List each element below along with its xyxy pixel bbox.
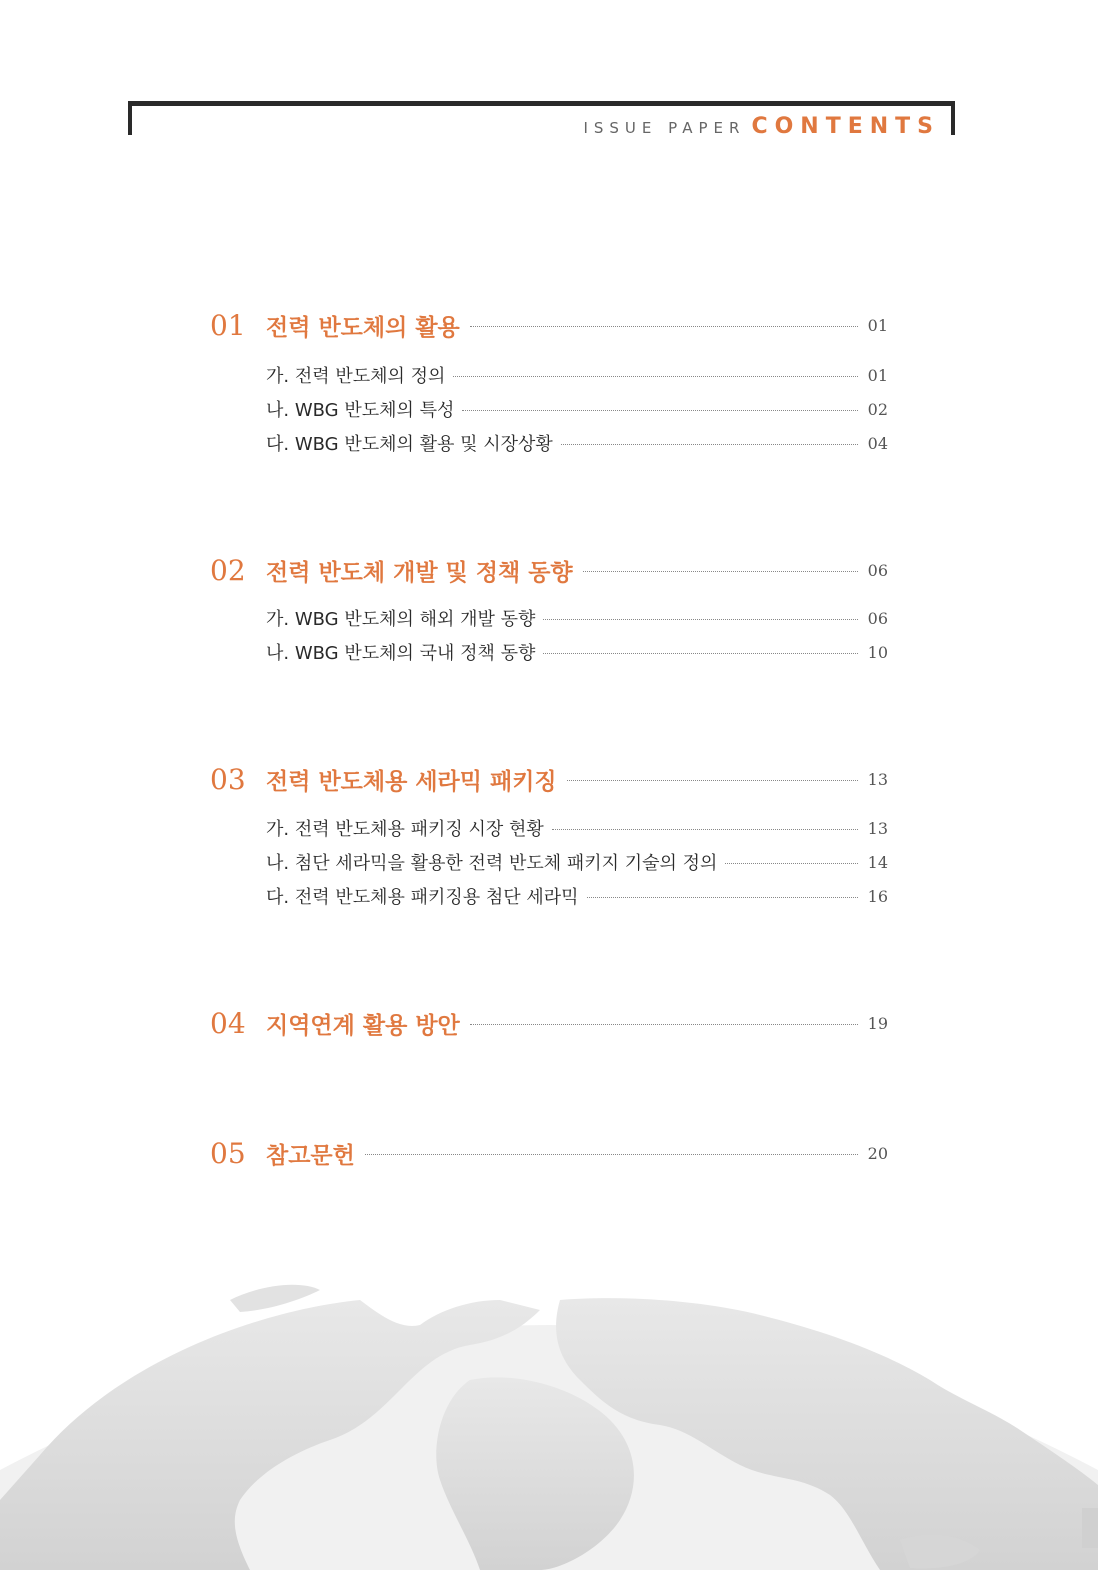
subsection-page-number: 10 (867, 642, 888, 662)
section-title: 전력 반도체의 활용 (266, 309, 468, 342)
section-number: 04 (210, 1006, 246, 1040)
dotted-leader (365, 1154, 858, 1155)
dotted-leader (725, 863, 858, 864)
toc-section-04[interactable] (0, 1006, 1098, 1040)
dotted-leader (567, 780, 858, 781)
section-number: 03 (210, 762, 246, 796)
toc-subsection[interactable] (0, 845, 1098, 879)
subsection-page-number: 01 (867, 365, 888, 385)
subsection-page-number: 14 (867, 852, 888, 872)
toc-section-01[interactable] (0, 308, 1098, 342)
subsection-title: 가. 전력 반도체의 정의 (266, 362, 451, 388)
subsection-page-number: 16 (867, 886, 888, 906)
section-title: 전력 반도체 개발 및 정책 동향 (266, 554, 581, 587)
section-page-number: 13 (867, 769, 888, 789)
section-page-number: 19 (867, 1013, 888, 1033)
section-title: 전력 반도체용 세라믹 패키징 (266, 763, 565, 796)
header-label: ISSUE PAPER (583, 119, 746, 137)
dotted-leader (470, 326, 858, 327)
section-title: 지역연계 활용 방안 (266, 1007, 468, 1040)
toc-subsection[interactable] (0, 392, 1098, 426)
subsection-page-number: 06 (867, 608, 888, 628)
subsection-page-number: 04 (867, 433, 888, 453)
section-number: 01 (210, 308, 246, 342)
section-number: 02 (210, 553, 246, 587)
dotted-leader (552, 829, 858, 830)
dotted-leader (543, 619, 858, 620)
dotted-leader (470, 1024, 858, 1025)
toc-section-03[interactable] (0, 762, 1098, 796)
subsection-title: 나. 첨단 세라믹을 활용한 전력 반도체 패키지 기술의 정의 (266, 849, 723, 875)
page-title: CONTENTS (751, 114, 940, 139)
subsection-title: 나. WBG 반도체의 국내 정책 동향 (266, 639, 541, 665)
dotted-leader (561, 444, 858, 445)
dotted-leader (587, 897, 858, 898)
section-title: 참고문헌 (266, 1137, 363, 1170)
section-number: 05 (210, 1136, 246, 1170)
subsection-page-number: 13 (867, 818, 888, 838)
globe-map-icon (0, 1240, 1098, 1570)
toc-subsection[interactable] (0, 426, 1098, 460)
dotted-leader (543, 653, 858, 654)
toc-section-02[interactable] (0, 553, 1098, 587)
subsection-title: 가. 전력 반도체용 패키징 시장 현황 (266, 815, 550, 841)
toc-subsection[interactable] (0, 635, 1098, 669)
subsection-title: 가. WBG 반도체의 해외 개발 동향 (266, 605, 541, 631)
dotted-leader (453, 376, 858, 377)
toc-section-05[interactable] (0, 1136, 1098, 1170)
subsection-title: 다. 전력 반도체용 패키징용 첨단 세라믹 (266, 883, 585, 909)
dotted-leader (583, 571, 858, 572)
section-page-number: 06 (867, 560, 888, 580)
subsection-title: 나. WBG 반도체의 특성 (266, 396, 460, 422)
section-page-number: 01 (867, 315, 888, 335)
toc-subsection[interactable] (0, 811, 1098, 845)
subsection-page-number: 02 (867, 399, 888, 419)
toc-subsection[interactable] (0, 358, 1098, 392)
subsection-title: 다. WBG 반도체의 활용 및 시장상황 (266, 430, 559, 456)
section-page-number: 20 (867, 1143, 888, 1163)
dotted-leader (462, 410, 858, 411)
toc-subsection[interactable] (0, 601, 1098, 635)
toc-subsection[interactable] (0, 879, 1098, 913)
